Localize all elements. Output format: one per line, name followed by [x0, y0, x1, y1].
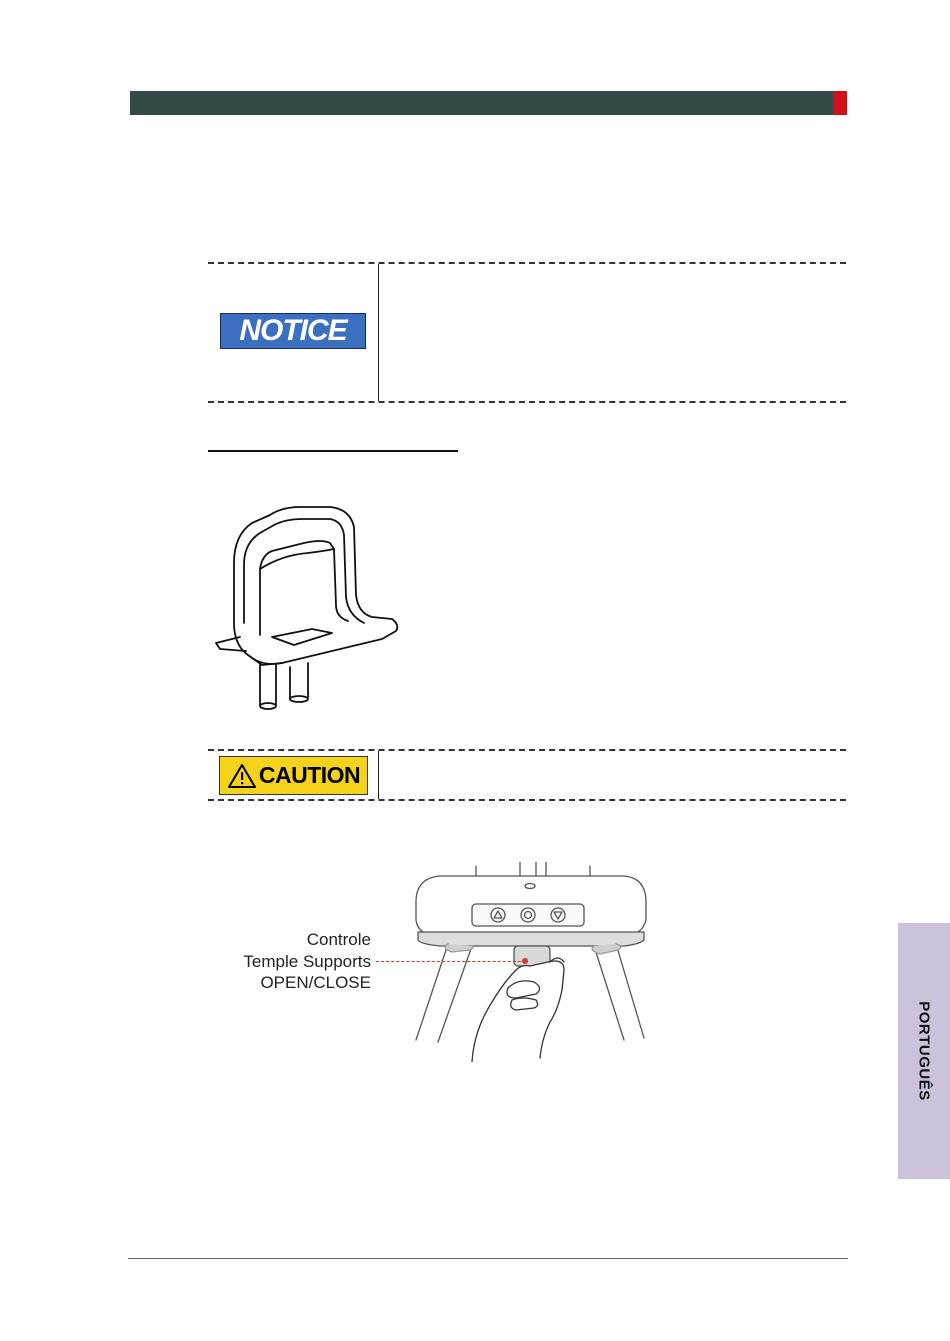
notice-label: NOTICE: [220, 313, 366, 349]
caution-label: [219, 756, 368, 795]
callout-leader-dot: [522, 958, 528, 964]
callout-leader-line: [376, 961, 526, 962]
section-heading-rule: [208, 450, 458, 452]
warning-triangle-icon: [227, 763, 257, 789]
device-control-illustration: [412, 862, 652, 1062]
caution-top-border: [208, 749, 846, 751]
temple-support-headrest-illustration: [212, 505, 404, 715]
header-accent-marker: [833, 91, 847, 115]
language-tab-label: PORTUGUÊS: [915, 1001, 933, 1101]
header-bar: [130, 91, 833, 115]
caution-label-text: CAUTION: [258, 762, 361, 788]
caution-divider: [378, 751, 379, 799]
notice-box: [208, 262, 846, 403]
language-side-tab[interactable]: [898, 923, 950, 1179]
notice-top-border: [208, 262, 846, 264]
notice-divider: [378, 264, 379, 401]
callout-line-1: Controle: [306, 930, 371, 949]
footer-rule: [128, 1258, 848, 1259]
caution-box: [208, 749, 846, 801]
notice-bottom-border: [208, 401, 846, 403]
callout-line-3: OPEN/CLOSE: [260, 973, 371, 992]
callout-line-2: Temple Supports: [243, 951, 371, 971]
temple-support-control-callout: [200, 929, 371, 994]
caution-bottom-border: [208, 799, 846, 801]
